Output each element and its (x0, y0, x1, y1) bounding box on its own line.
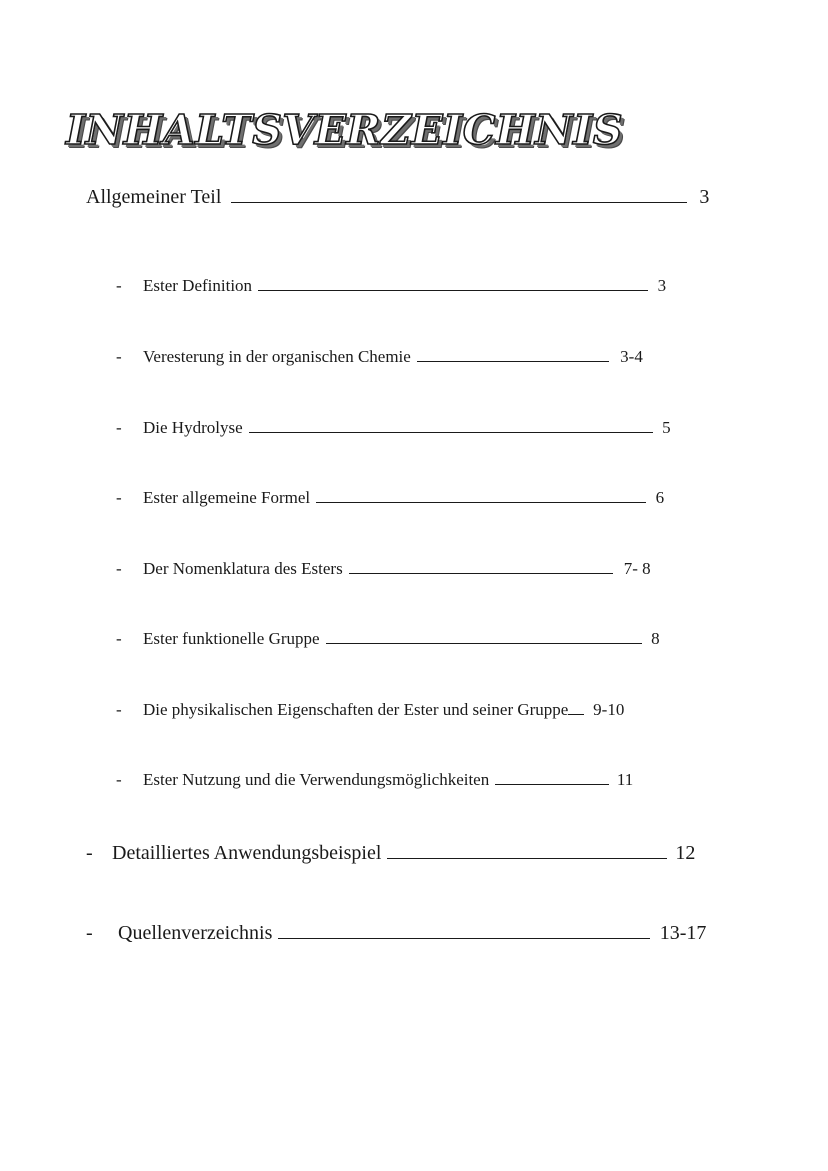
toc-leader-line (417, 361, 609, 362)
toc-leader-line (278, 938, 650, 939)
toc-entry-label: Der Nomenklatura des Esters (143, 559, 343, 578)
toc-dash: - (116, 488, 122, 507)
toc-dash: - (116, 276, 122, 295)
toc-leader-line (568, 714, 584, 715)
toc-subentry (116, 418, 671, 438)
toc-entry-label: Veresterung in der organischen Chemie (143, 347, 411, 366)
toc-page-number: 5 (662, 418, 671, 437)
toc-entry-bottom (86, 842, 695, 865)
toc-dash: - (116, 770, 122, 789)
toc-page-number: 11 (616, 770, 634, 789)
toc-leader-line (258, 290, 648, 291)
toc-subentry (116, 770, 633, 790)
toc-page-number: 3-4 (620, 347, 643, 366)
toc-leader-line (495, 784, 609, 785)
toc-entry-label: Die Hydrolyse (143, 418, 243, 437)
toc-leader-line (326, 643, 642, 644)
toc-dash: - (86, 842, 93, 864)
toc-page-number: 3 (657, 276, 667, 295)
toc-dash: - (116, 629, 122, 648)
toc-entry-label: Detailliertes Anwendungsbeispiel (112, 842, 382, 864)
toc-leader-line (316, 502, 646, 503)
toc-page-number: 7- 8 (623, 559, 651, 578)
toc-subentry (116, 629, 660, 649)
toc-subentry (116, 347, 643, 367)
toc-entry-label: Allgemeiner Teil (86, 186, 222, 208)
toc-leader-line (387, 858, 667, 859)
toc-subentry (116, 276, 666, 296)
toc-page-number: 3 (699, 186, 710, 208)
toc-dash: - (86, 922, 93, 944)
toc-subentry (116, 488, 664, 508)
toc-leader-line (249, 432, 653, 433)
toc-page-number: 9-10 (593, 700, 625, 719)
toc-entry-label: Ester allgemeine Formel (143, 488, 311, 507)
toc-dash: - (116, 700, 122, 719)
toc-page-number: 13-17 (659, 922, 707, 944)
toc-page-number: 6 (655, 488, 665, 507)
toc-entry-label: Quellenverzeichnis (118, 922, 273, 944)
toc-dash: - (116, 418, 122, 437)
toc-entry-label: Ester Nutzung und die Verwendungsmöglichkeiten (143, 770, 490, 789)
toc-leader-line (231, 202, 687, 203)
toc-page-number: 8 (651, 629, 660, 648)
toc-leader-line (349, 573, 613, 574)
toc-subentry (116, 559, 651, 579)
toc-title: INHALTSVERZEICHNIS (66, 106, 623, 154)
toc-dash: - (116, 347, 122, 366)
toc-dash: - (116, 559, 122, 578)
toc-subentry (116, 700, 624, 720)
toc-entry-bottom (86, 922, 706, 945)
toc-entry-label: Ester funktionelle Gruppe (143, 629, 320, 648)
toc-entry-label: Die physikalischen Eigenschaften der Ester und seiner Gruppe (143, 700, 569, 719)
toc-page-number: 12 (675, 842, 696, 864)
toc-entry-main (86, 186, 709, 209)
toc-entry-label: Ester Definition (143, 276, 253, 295)
